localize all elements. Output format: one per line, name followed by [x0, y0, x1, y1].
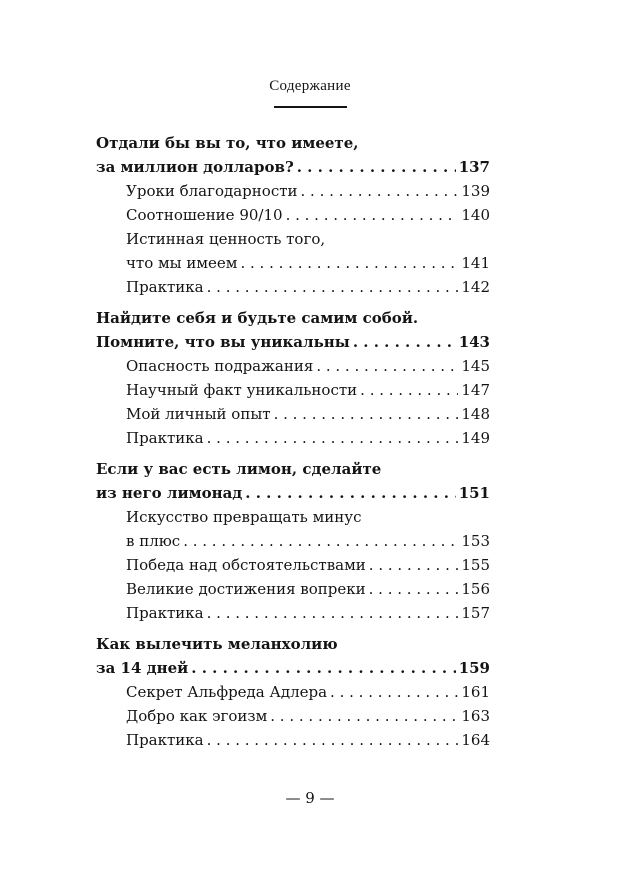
chapter-entry[interactable]	[96, 155, 490, 179]
subsection-page-number: 163	[461, 707, 490, 725]
chapter-page-number: 151	[458, 484, 490, 502]
subsection-entry[interactable]	[96, 179, 490, 203]
subsection-title: Соотношение 90/10	[126, 206, 283, 224]
chapter-page-number: 137	[458, 158, 490, 176]
subsection-title: что мы имеем	[126, 254, 238, 272]
subsection-page-number: 148	[461, 405, 490, 423]
page-number: — 9 —	[285, 789, 335, 807]
subsection-title: Уроки благодарности	[126, 182, 298, 200]
subsection-entry[interactable]	[96, 680, 490, 704]
subsection-entry[interactable]	[96, 601, 490, 625]
subsection-page-number: 157	[461, 604, 490, 622]
chapter-title-line: Если у вас есть лимон, сделайте	[96, 460, 382, 478]
subsection-entry[interactable]	[96, 378, 490, 402]
chapter-title-line: Отдали бы вы то, что имеете,	[96, 134, 359, 152]
chapter-entry[interactable]	[96, 656, 490, 680]
chapter-title: за миллион долларов?	[96, 158, 294, 176]
subsection-page-number: 140	[461, 206, 490, 224]
subsection-entry[interactable]	[96, 203, 490, 227]
subsection-entry[interactable]	[96, 728, 490, 752]
subsection-page-number: 155	[461, 556, 490, 574]
dot-leader	[369, 553, 459, 577]
subsection-entry[interactable]	[96, 529, 490, 553]
dot-leader	[207, 275, 459, 299]
dot-leader	[330, 680, 458, 704]
subsection-page-number: 145	[461, 357, 490, 375]
subsection-title: Практика	[126, 731, 204, 749]
subsection-entry[interactable]	[96, 275, 490, 299]
toc-section	[96, 306, 490, 450]
dot-leader	[297, 155, 456, 179]
subsection-title: Практика	[126, 429, 204, 447]
toc-section	[96, 632, 490, 752]
dot-leader	[207, 601, 459, 625]
page-title: Содержание	[269, 78, 351, 94]
dot-leader	[274, 402, 459, 426]
subsection-title: Добро как эгоизм	[126, 707, 268, 725]
dot-leader	[245, 481, 455, 505]
subsection-page-number: 149	[461, 429, 490, 447]
dot-leader	[270, 704, 458, 728]
subsection-page-number: 161	[461, 683, 490, 701]
toc-section	[96, 457, 490, 625]
subsection-entry[interactable]	[96, 577, 490, 601]
subsection-page-number: 142	[461, 278, 490, 296]
subsection-page-number: 147	[461, 381, 490, 399]
subsection-entry[interactable]	[96, 402, 490, 426]
subsection-entry[interactable]	[96, 704, 490, 728]
chapter-page-number: 159	[458, 659, 490, 677]
subsection-title: Научный факт уникальности	[126, 381, 358, 399]
subsection-title: Секрет Альфреда Адлера	[126, 683, 328, 701]
subsection-page-number: 164	[461, 731, 490, 749]
subsection-title: в плюс	[126, 532, 181, 550]
subsection-title: Практика	[126, 278, 204, 296]
chapter-page-number: 143	[458, 333, 490, 351]
subsection-title: Мой личный опыт	[126, 405, 271, 423]
dot-leader	[240, 251, 458, 275]
chapter-title-line: Как вылечить меланхолию	[96, 635, 338, 653]
subsection-title: Опасность подражания	[126, 357, 314, 375]
dot-leader	[301, 179, 459, 203]
dot-leader	[353, 330, 456, 354]
chapter-title: Помните, что вы уникальны	[96, 333, 350, 351]
subsection-page-number: 141	[461, 254, 490, 272]
subsection-title-line: Искусство превращать минус	[126, 508, 362, 526]
dot-leader	[207, 426, 459, 450]
subsection-entry[interactable]	[96, 251, 490, 275]
dot-leader	[369, 577, 459, 601]
chapter-title-line: Найдите себя и будьте самим собой.	[96, 309, 419, 327]
title-underline	[274, 106, 347, 108]
chapter-title: из него лимонад	[96, 484, 243, 502]
subsection-page-number: 139	[461, 182, 490, 200]
subsection-entry[interactable]	[96, 426, 490, 450]
subsection-title-line: Истинная ценность того,	[126, 230, 326, 248]
chapter-entry[interactable]	[96, 330, 490, 354]
subsection-title: Великие достижения вопреки	[126, 580, 366, 598]
toc-section	[96, 131, 490, 299]
subsection-entry[interactable]	[96, 354, 490, 378]
dot-leader	[286, 203, 459, 227]
chapter-entry[interactable]	[96, 481, 490, 505]
subsection-page-number: 153	[461, 532, 490, 550]
dot-leader	[191, 656, 455, 680]
dot-leader	[360, 378, 458, 402]
subsection-title: Победа над обстоятельствами	[126, 556, 366, 574]
dot-leader	[207, 728, 459, 752]
subsection-entry[interactable]	[96, 553, 490, 577]
dot-leader	[316, 354, 458, 378]
subsection-title: Практика	[126, 604, 204, 622]
subsection-page-number: 156	[461, 580, 490, 598]
table-of-contents	[96, 131, 490, 759]
dot-leader	[183, 529, 458, 553]
chapter-title: за 14 дней	[96, 659, 189, 677]
